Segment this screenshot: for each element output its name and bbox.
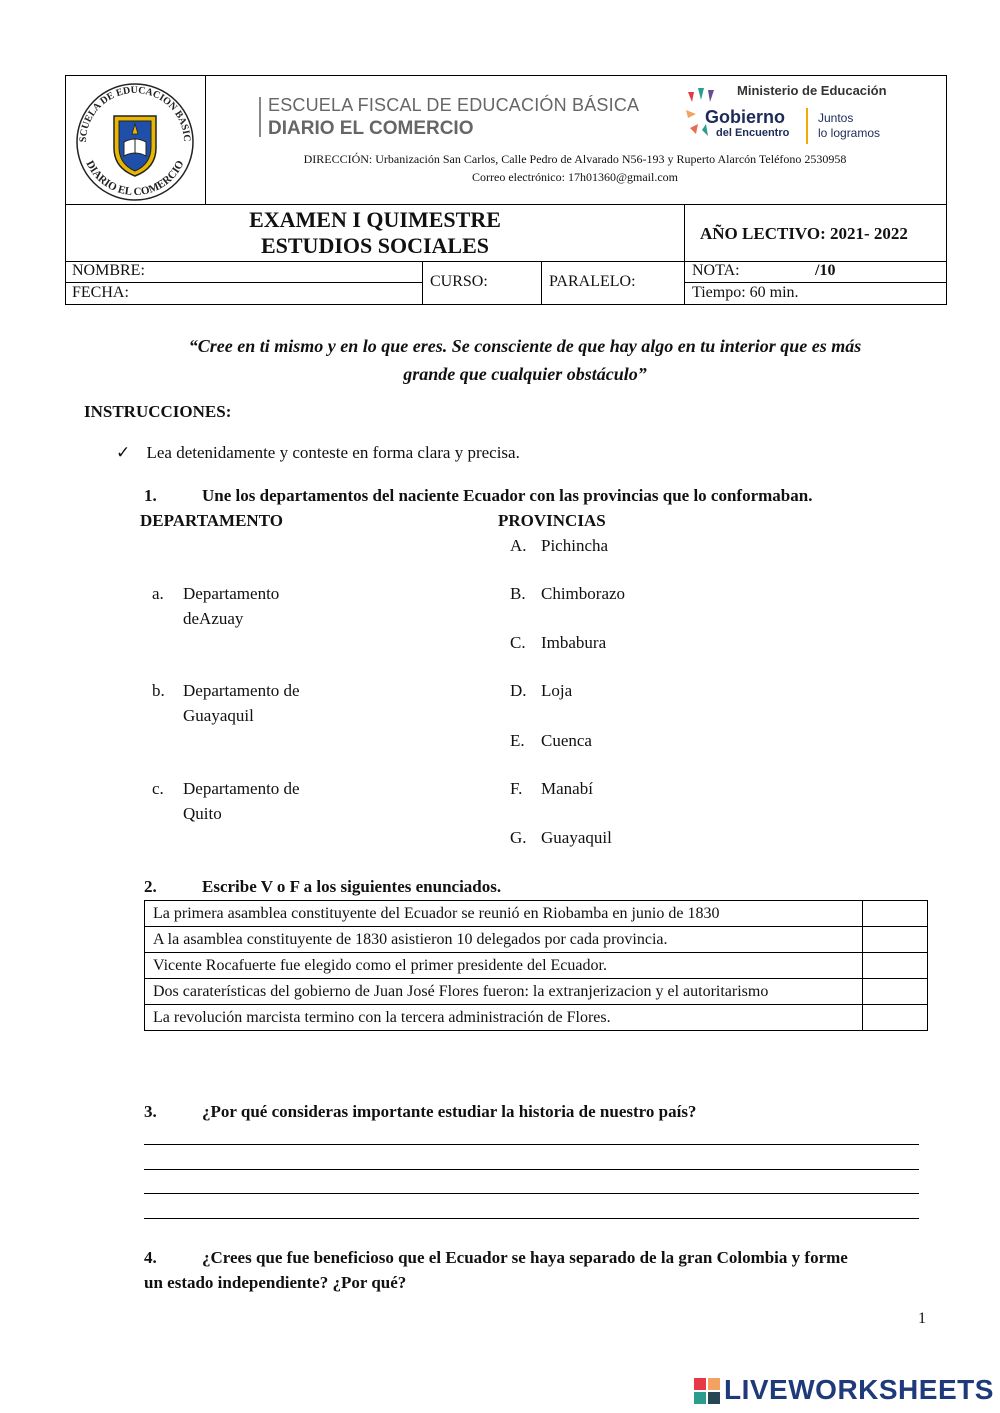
- department-letter: b.: [152, 681, 165, 700]
- school-address: DIRECCIÓN: Urbanización San Carlos, Calle Pedro de Alvarado N56-193 y Ruperto Alarcón Teléfono 2530958: [303, 152, 847, 166]
- department-item: [152, 678, 300, 725]
- statement-cell: Vicente Rocafuerte fue elegido como el primer presidente del Ecuador.: [145, 953, 863, 979]
- school-email: Correo electrónico: 17h01360@gmail.com: [472, 170, 678, 184]
- department-letter: a.: [152, 584, 164, 603]
- q3-text: ¿Por qué consideras importante estudiar la historia de nuestro país?: [202, 1102, 697, 1121]
- liveworksheets-watermark: LIVEWORKSHEETS: [724, 1374, 994, 1405]
- crest-text-top: SCUELA DE EDUCACION BASIC: [77, 84, 193, 143]
- department-name-line1: Departamento de: [183, 779, 300, 798]
- province-item: [510, 728, 592, 753]
- province-item: [510, 533, 609, 558]
- province-letter: F.: [510, 779, 523, 798]
- department-name-line2: deAzuay: [183, 609, 244, 628]
- curso-label: CURSO:: [430, 273, 488, 290]
- nombre-label: NOMBRE:: [72, 262, 145, 279]
- government-tagline: [818, 111, 880, 141]
- province-column-header: PROVINCIAS: [498, 511, 606, 530]
- province-name: Loja: [541, 681, 573, 700]
- q4-text-line1: ¿Crees que fue beneficioso que el Ecuador se haya separado de la gran Colombia y forme: [202, 1248, 848, 1267]
- tiempo-label: Tiempo: 60 min.: [692, 284, 799, 301]
- exam-title-line1: EXAMEN I QUIMESTRE: [249, 207, 501, 232]
- q2-number: 2.: [144, 877, 157, 896]
- province-item: [510, 678, 573, 703]
- school-name-line1: ESCUELA FISCAL DE EDUCACIÓN BÁSICA: [268, 95, 640, 115]
- province-name: Pichincha: [541, 536, 609, 555]
- province-item: [510, 825, 612, 850]
- province-name: Manabí: [541, 779, 593, 798]
- instruction-item: [116, 443, 520, 463]
- province-letter: A.: [510, 536, 527, 555]
- q3-number: 3.: [144, 1102, 157, 1121]
- statement-cell: La primera asamblea constituyente del Ecuador se reunió en Riobamba en junio de 1830: [145, 901, 863, 927]
- q4-number: 4.: [144, 1248, 157, 1267]
- grid-line: [422, 261, 423, 305]
- answer-line[interactable]: [144, 1218, 919, 1219]
- school-divider: [259, 97, 261, 137]
- province-letter: G.: [510, 828, 527, 847]
- tagline-line2: lo logramos: [818, 126, 881, 140]
- exam-title: [65, 207, 685, 259]
- school-crest-logo: [66, 76, 204, 204]
- province-item: [510, 776, 593, 801]
- q1-number: 1.: [144, 486, 157, 505]
- instructions-heading: INSTRUCCIONES:: [84, 402, 232, 421]
- q4-text-line2: un estado independiente? ¿Por qué?: [144, 1273, 407, 1292]
- province-letter: B.: [510, 584, 526, 603]
- department-name-line1: Departamento: [183, 584, 280, 603]
- q2-text: Escribe V o F a los siguientes enunciados.: [202, 877, 502, 896]
- province-name: Chimborazo: [541, 584, 626, 603]
- department-column-header: DEPARTAMENTO: [140, 511, 283, 530]
- province-letter: C.: [510, 633, 526, 652]
- province-item: [510, 581, 626, 606]
- school-year: AÑO LECTIVO: 2021- 2022: [700, 224, 908, 243]
- nota-max: /10: [815, 262, 836, 279]
- school-name-line2: DIARIO EL COMERCIO: [268, 118, 474, 139]
- true-false-table: [144, 900, 928, 1031]
- liveworksheets-logo-icon: [694, 1378, 722, 1404]
- crest-text-bottom: DIARIO EL COMERCIO: [83, 158, 187, 199]
- grid-line: [65, 282, 422, 283]
- nota-label: NOTA:: [692, 262, 740, 279]
- province-item: [510, 630, 607, 655]
- province-letter: E.: [510, 731, 525, 750]
- grid-line: [541, 261, 542, 305]
- quote-line2: grande que cualquier obstáculo”: [403, 364, 647, 384]
- exam-title-line2: ESTUDIOS SOCIALES: [260, 233, 490, 258]
- table-row: [145, 1005, 928, 1031]
- statement-cell: A la asamblea constituyente de 1830 asistieron 10 delegados por cada provincia.: [145, 927, 863, 953]
- province-name: Guayaquil: [541, 828, 612, 847]
- department-item: [152, 776, 300, 823]
- government-divider: [806, 108, 808, 144]
- paralelo-label: PARALELO:: [549, 273, 636, 290]
- quote-line1: “Cree en ti mismo y en lo que eres. Se consciente de que hay algo en tu interior que es más: [188, 336, 862, 356]
- department-letter: c.: [152, 779, 164, 798]
- answer-cell[interactable]: [863, 1005, 928, 1031]
- statement-cell: La revolución marcista termino con la tercera administración de Flores.: [145, 1005, 863, 1031]
- logo-cell: [66, 76, 206, 204]
- answer-cell[interactable]: [863, 927, 928, 953]
- government-subtitle: del Encuentro: [716, 127, 790, 139]
- department-item: [152, 581, 280, 628]
- answer-cell[interactable]: [863, 901, 928, 927]
- checkmark-icon: ✓: [116, 443, 131, 462]
- table-row: [145, 979, 928, 1005]
- answer-line[interactable]: [144, 1144, 919, 1145]
- fecha-label: FECHA:: [72, 284, 129, 301]
- department-name-line1: Departamento de: [183, 681, 300, 700]
- q1-text: Une los departamentos del naciente Ecuador con las provincias que lo conformaban.: [202, 486, 813, 505]
- province-name: Imbabura: [541, 633, 607, 652]
- department-name-line2: Quito: [183, 804, 222, 823]
- province-name: Cuenca: [541, 731, 592, 750]
- table-row: [145, 901, 928, 927]
- statement-cell: Dos caraterísticas del gobierno de Juan José Flores fueron: la extranjerizacion y el autoritarismo: [145, 979, 863, 1005]
- answer-cell[interactable]: [863, 953, 928, 979]
- department-name-line2: Guayaquil: [183, 706, 254, 725]
- page-number: 1: [918, 1310, 926, 1327]
- ministry-label: Ministerio de Educación: [737, 83, 887, 98]
- table-row: [145, 953, 928, 979]
- answer-cell[interactable]: [863, 979, 928, 1005]
- grid-line: [684, 261, 685, 305]
- table-row: [145, 927, 928, 953]
- government-name: Gobierno: [705, 107, 785, 127]
- grid-line: [684, 282, 947, 283]
- instruction-text: Lea detenidamente y conteste en forma clara y precisa.: [146, 443, 520, 462]
- province-letter: D.: [510, 681, 527, 700]
- tagline-line1: Juntos: [818, 111, 854, 125]
- answer-line[interactable]: [144, 1193, 919, 1194]
- answer-line[interactable]: [144, 1169, 919, 1170]
- motivational-quote: [100, 332, 950, 388]
